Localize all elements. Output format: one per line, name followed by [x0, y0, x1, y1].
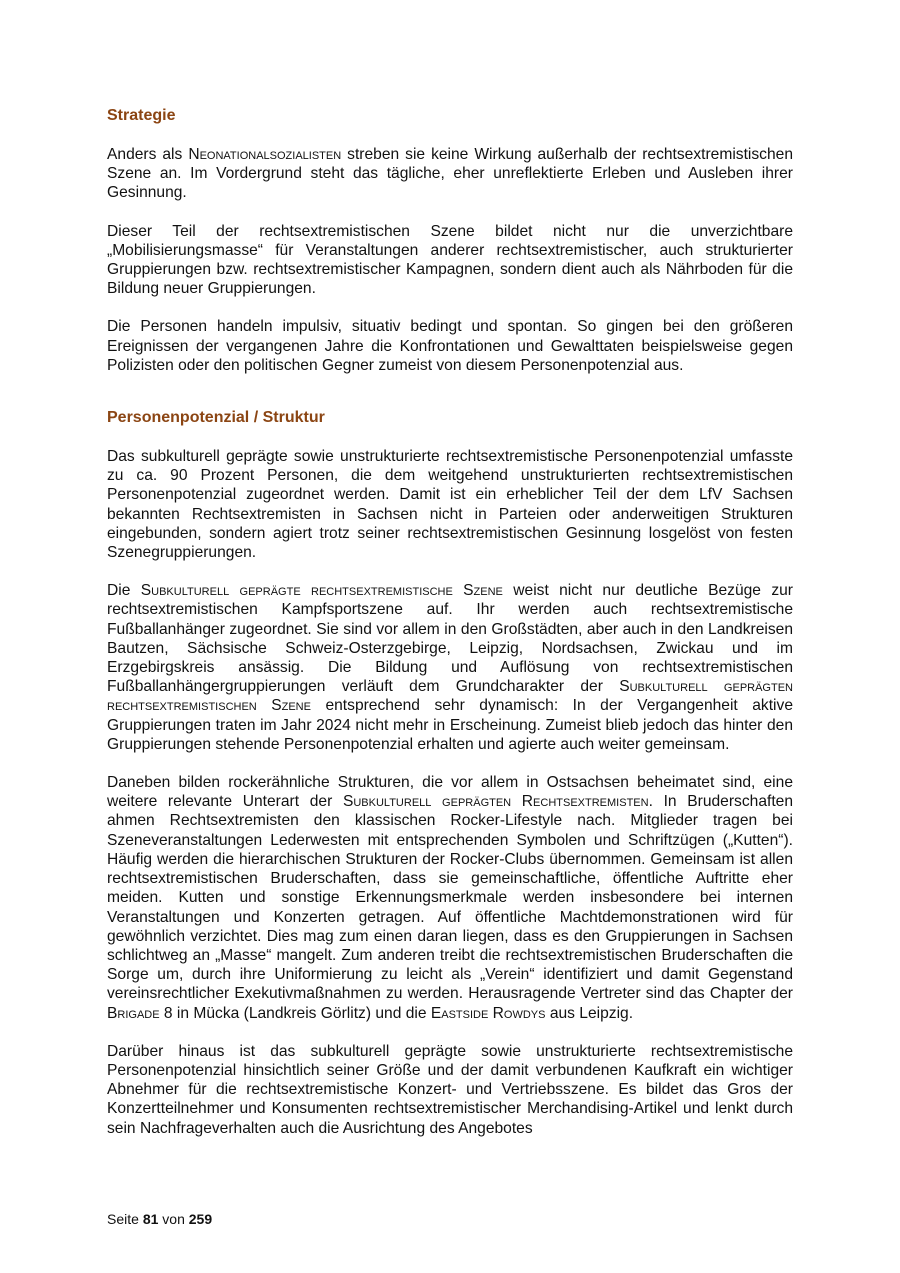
small-caps-term: Brigade [107, 1004, 160, 1022]
text-run: Daneben bilden rockerähnliche Strukturen, die vor allem in Ostsachsen beheimatet sind, eine weitere relevante Unterart der [107, 774, 793, 811]
page-footer [107, 1211, 212, 1227]
text-run: weist nicht nur deutliche Bezüge zur rechtsextremistischen Kampfsportszene auf. Ihr werden auch rechtsextremistische Fußballanhänger zugeordnet. Sie sind vor allem in den Großstädten, aber auch in den Landkreisen Bautzen, Sächsische Schweiz-Osterzgebirge, Leipzig, Nordsachsen, Zwickau und im Erzgebirgskreis ansässig. Die Bildung und Auflösung von rechtsextremistischen Fußballanhängergruppierungen verläuft dem Grundcharakter der [107, 582, 793, 696]
text-run: . In Bruderschaften ahmen Rechtsextremisten den klassischen Rocker-Lifestyle nach. Mitglieder tragen bei Szeneveranstaltungen Lederwesten mit entsprechenden Symbolen und Schriftzügen („Kutten“). Häufig werden die hierarchischen Strukturen der Rocker-Clubs übernommen. Gemeinsam ist allen rechtsextremistischen Bruderschaften, dass sie gemeinschaftliche, öffentliche Auftritte eher meiden. Kutten und sonstige Erkennungsmerkmale werden insbesondere bei internen Veranstaltungen und Konzerten getragen. Auf öffentliche Machtdemonstrationen wird für gewöhnlich verzichtet. Dies mag zum einen daran liegen, dass es den Gruppierungen in Sachsen schlichtweg an „Masse“ mangelt. Zum anderen treibt die rechtsextremistischen Bruderschaften die Sorge um, durch ihre Uniformierung zu leicht als „Verein“ identifiziert und damit Gegenstand vereinsrechtlicher Exekutivmaßnahmen zu werden. Herausragende Vertreter sind das Chapter der [107, 793, 793, 1003]
paragraph: Dieser Teil der rechtsextremistischen Szene bildet nicht nur die unverzichtbare „Mobilisierungsmasse“ für Veranstaltungen anderer rechtsextremistischer, auch strukturierter Gruppierungen bzw. rechtsextremistischer Kampagnen, sondern dient auch als Nährboden für die Bildung neuer Gruppierungen. [107, 222, 793, 298]
text-run: 8 in Mücka (Landkreis Görlitz) und die [159, 1004, 431, 1022]
section-heading-personenpotenzial: Personenpotenzial / Struktur [107, 409, 325, 427]
text-run: Die [107, 582, 141, 600]
paragraph: Darüber hinaus ist das subkulturell geprägte sowie unstrukturierte rechtsextremistische Personenpotenzial hinsichtlich seiner Größe und der damit verbundenen Kaufkraft ein wichtiger Abnehmer für die rechtsextremistische Konzert- und Vertriebsszene. Es bildet das Gros der Konzertteilnehmer und Konsumenten rechtsextremistischer Merchandising-Artikel und lenkt durch sein Nachfrageverhalten auch die Ausrichtung des Angebotes [107, 1042, 793, 1137]
footer-prefix: Seite [107, 1211, 139, 1227]
text-run: streben sie keine Wirkung außerhalb der rechtsextremistischen Szene an. Im Vordergrund steht das tägliche, eher unreflektierte Erleben und Ausleben ihrer Gesinnung. [107, 146, 793, 202]
footer-middle: von [162, 1211, 185, 1227]
paragraph [107, 773, 793, 1023]
paragraph [107, 145, 793, 203]
paragraph: Die Personen handeln impulsiv, situativ bedingt und spontan. So gingen bei den größeren Ereignissen der vergangenen Jahre die Konfrontationen und Gewalttaten beispielsweise gegen Polizisten oder den politischen Gegner zumeist von diesem Personenpotenzial aus. [107, 318, 793, 374]
text-run: aus Leipzig. [545, 1004, 634, 1022]
text-run: Anders als [107, 146, 189, 163]
text-run: entsprechend sehr dynamisch: In der Vergangenheit aktive Gruppierungen traten im Jahr 2024 nicht mehr in Erscheinung. Zumeist blieb jedoch das hinter den Gruppierungen stehende Personenpotenzial erhalten und agierte auch weiter gemeinsam. [107, 697, 793, 753]
small-caps-term: Subkulturell geprägte rechtsextremistische Szene [140, 582, 503, 600]
small-caps-term: Subkulturell geprägten rechtsextremistischen Szene [107, 678, 793, 715]
small-caps-term: Subkulturell geprägten Rechtsextremisten [342, 793, 649, 811]
paragraph [107, 581, 793, 754]
small-caps-term: Neonationalsozialisten [188, 146, 342, 163]
current-page-number: 81 [142, 1211, 159, 1227]
total-page-count: 259 [188, 1211, 213, 1227]
section-heading-strategie: Strategie [107, 107, 176, 124]
paragraph: Das subkulturell geprägte sowie unstrukturierte rechtsextremistische Personenpotenzial umfasste zu ca. 90 Prozent Personen, die dem weitgehend unstrukturierten rechtsextremistischen Personenpotenzial zugeordnet werden. Damit ist ein erheblicher Teil der dem LfV Sachsen bekannten Rechtsextremisten in Sachsen nicht in Parteien oder anderweitigen Strukturen eingebunden, sondern agiert trotz seiner rechtsextremistischen Gesinnung losgelöst von festen Szenegruppierungen. [107, 448, 793, 562]
small-caps-term: Eastside Rowdys [430, 1004, 546, 1022]
